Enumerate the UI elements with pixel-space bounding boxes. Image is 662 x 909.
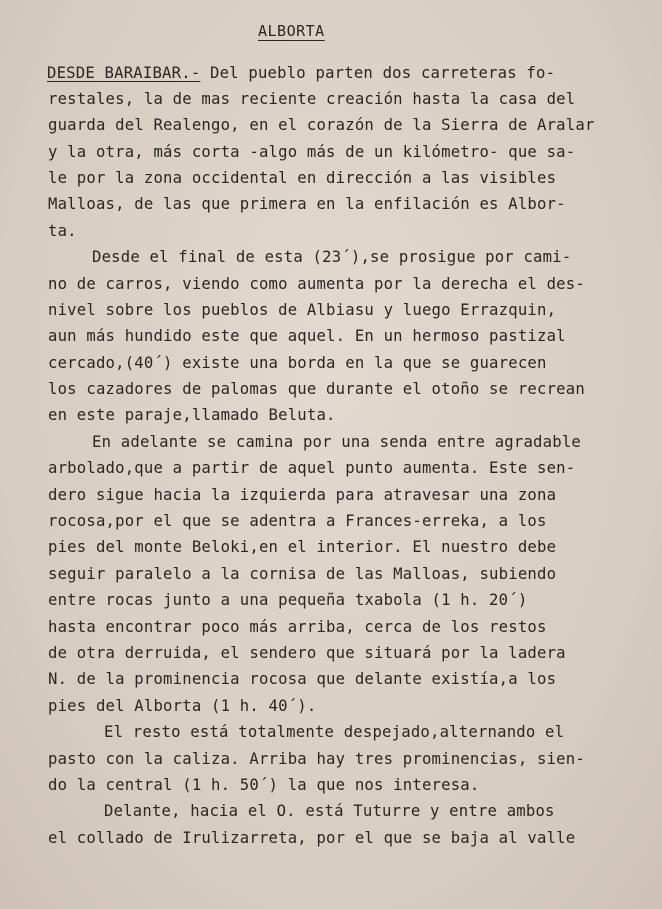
text-line: N. de la prominencia rocosa que delante existía,a los bbox=[48, 670, 557, 688]
text-line: pies del Alborta (1 h. 40´). bbox=[48, 697, 317, 715]
text-line: Desde el final de esta (23´),se prosigue por cami- bbox=[92, 248, 572, 266]
text-line: do la central (1 h. 50´) la que nos interesa. bbox=[48, 776, 480, 794]
text-line: restales, la de mas reciente creación hasta la casa del bbox=[48, 90, 576, 108]
text-line: nivel sobre los pueblos de Albiasu y luego Errazquin, bbox=[48, 301, 557, 319]
text-line: entre rocas junto a una pequeña txabola (1 h. 20´) bbox=[48, 591, 528, 609]
text-line: de otra derruida, el sendero que situará por la ladera bbox=[48, 644, 566, 662]
text-line: y la otra, más corta -algo más de un kilómetro- que sa- bbox=[48, 143, 576, 161]
text-line: hasta encontrar poco más arriba, cerca de los restos bbox=[48, 618, 547, 636]
text-line-1 bbox=[47, 64, 555, 82]
text-line: cercado,(40´) existe una borda en la que se guarecen bbox=[48, 354, 547, 372]
text-line: el collado de Irulizarreta, por el que se baja al valle bbox=[48, 829, 576, 847]
text-line: los cazadores de palomas que durante el otoño se recrean bbox=[48, 380, 585, 398]
section-heading: DESDE BARAIBAR.- bbox=[47, 64, 201, 82]
text-line: pies del monte Beloki,en el interior. El nuestro debe bbox=[48, 538, 557, 556]
text-line: seguir paralelo a la cornisa de las Malloas, subiendo bbox=[48, 565, 557, 583]
text-line: dero sigue hacia la izquierda para atravesar una zona bbox=[48, 486, 557, 504]
text-line: pasto con la caliza. Arriba hay tres prominencias, sien- bbox=[48, 750, 585, 768]
text-line: en este paraje,llamado Beluta. bbox=[48, 406, 336, 424]
text-line: Malloas, de las que primera en la enfilación es Albor- bbox=[48, 195, 566, 213]
text-line: Delante, hacia el O. está Tuturre y entre ambos bbox=[104, 802, 555, 820]
text-line: le por la zona occidental en dirección a las visibles bbox=[48, 169, 557, 187]
text-line: arbolado,que a partir de aquel punto aumenta. Este sen- bbox=[48, 459, 576, 477]
text-line: rocosa,por el que se adentra a Frances-erreka, a los bbox=[48, 512, 547, 530]
text-line-1-body: Del pueblo parten dos carreteras fo- bbox=[200, 64, 556, 82]
text-line: guarda del Realengo, en el corazón de la Sierra de Aralar bbox=[48, 116, 595, 134]
text-line: no de carros, viendo como aumenta por la derecha el des- bbox=[48, 275, 585, 293]
text-line: En adelante se camina por una senda entre agradable bbox=[92, 433, 581, 451]
text-line: ta. bbox=[48, 222, 77, 240]
text-line: El resto está totalmente despejado,alternando el bbox=[104, 723, 565, 741]
text-line: aun más hundido este que aquel. En un hermoso pastizal bbox=[48, 327, 566, 345]
page-title: ALBORTA bbox=[258, 22, 325, 40]
